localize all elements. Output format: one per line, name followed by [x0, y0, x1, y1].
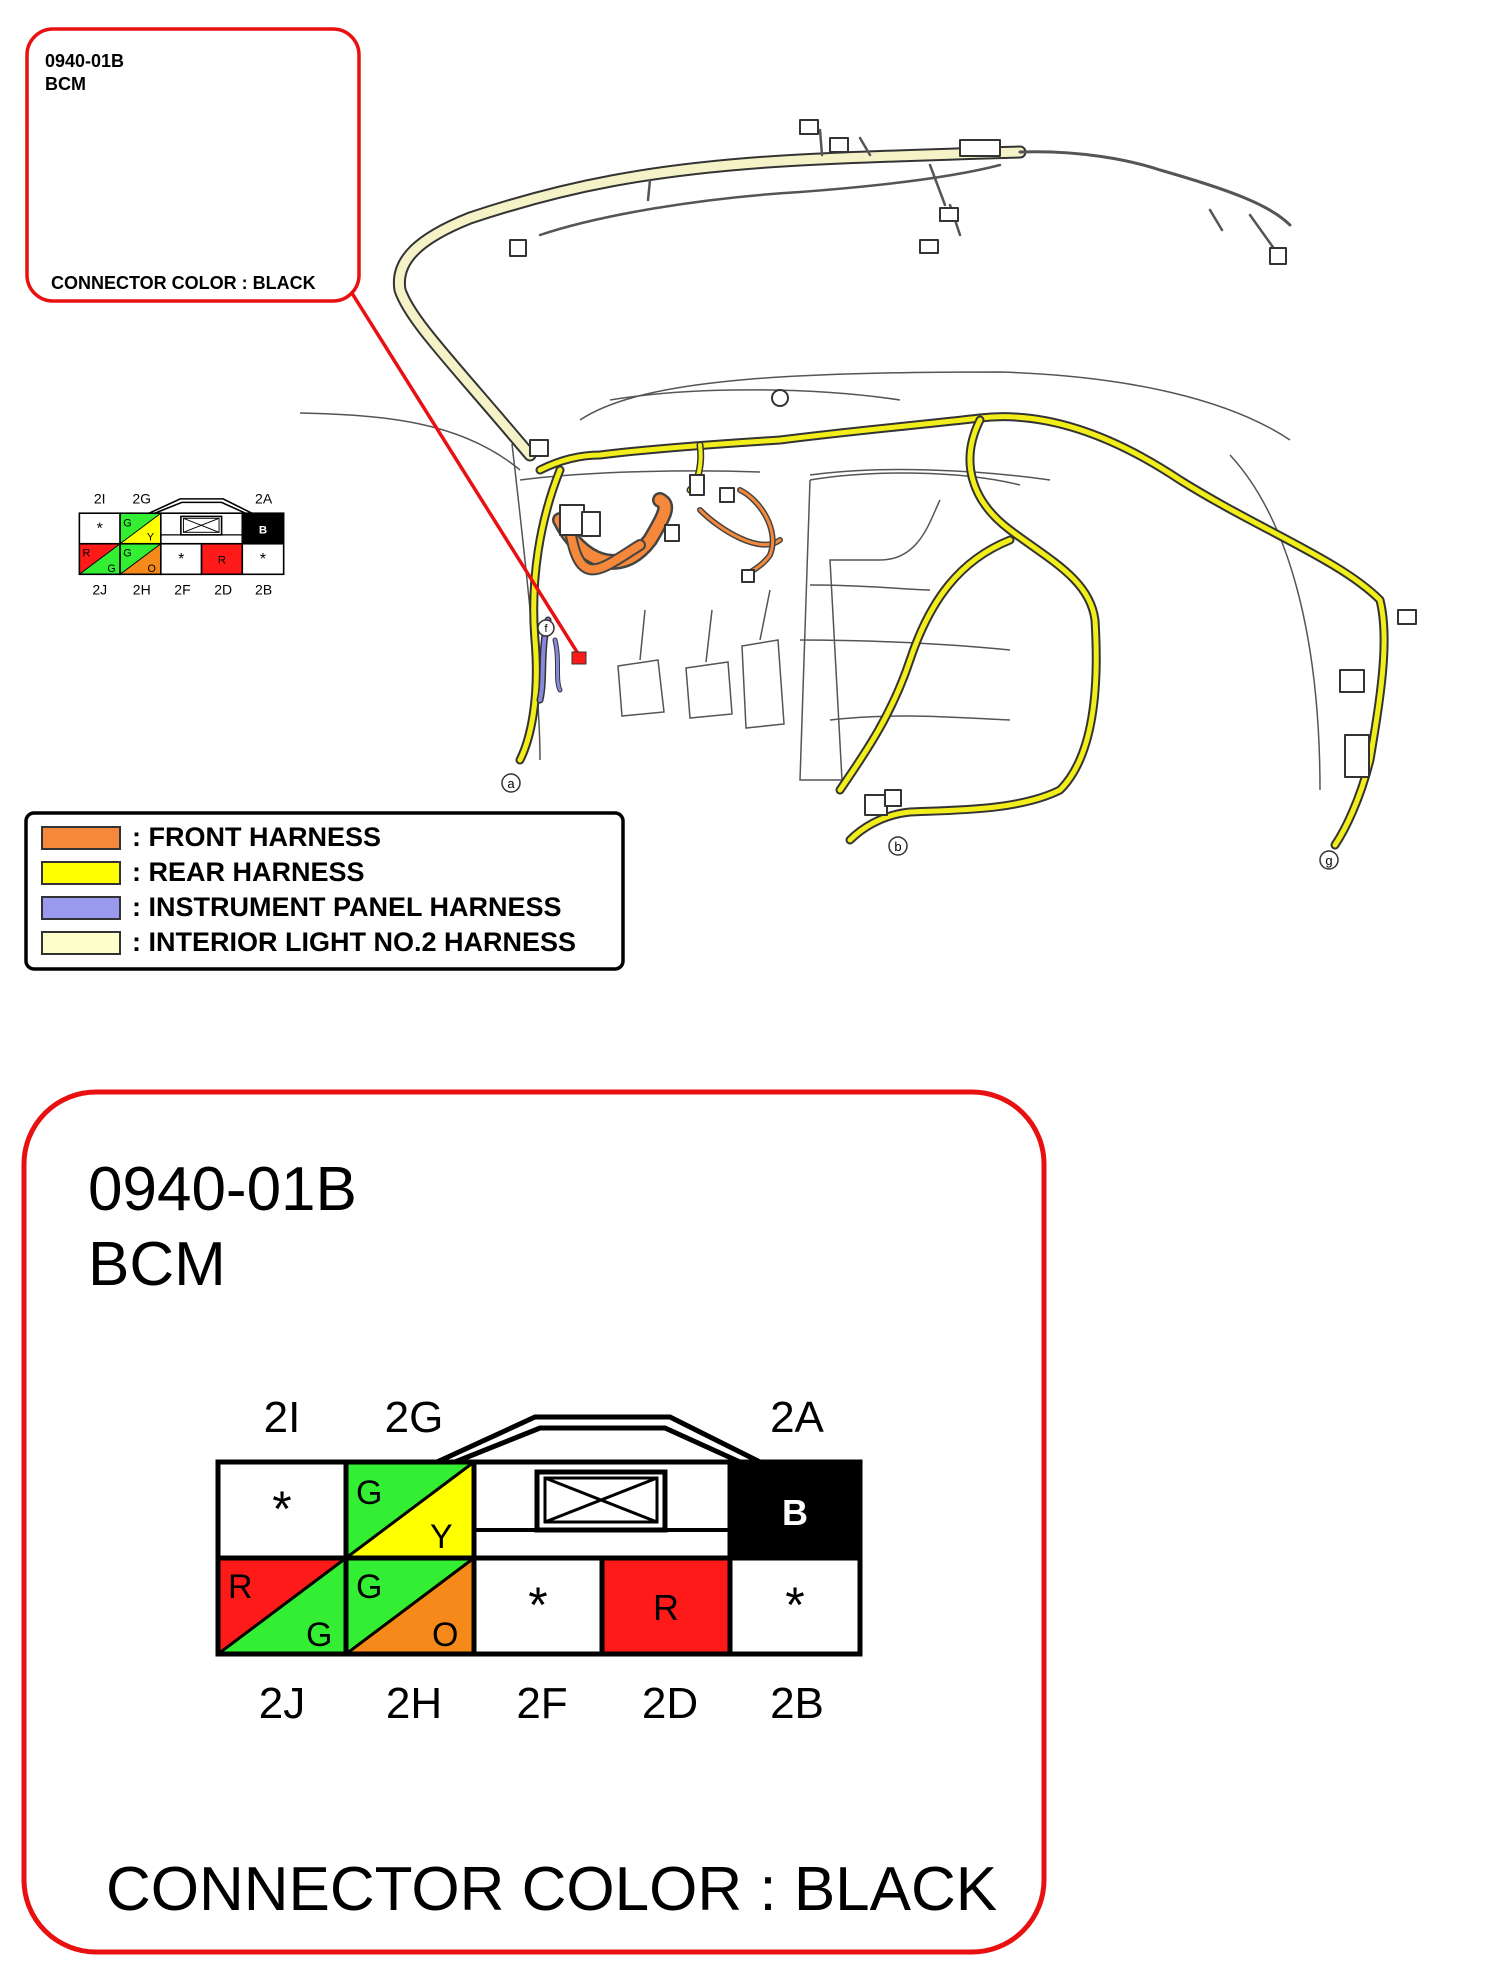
vehicle-harness-drawing: [300, 120, 1416, 869]
interior-light-harness: [399, 120, 1290, 456]
pin-label-2F: 2F: [516, 1679, 568, 1728]
pin-label-2B: 2B: [770, 1679, 824, 1728]
marker-b: [889, 837, 907, 855]
svg-text:f: f: [544, 623, 548, 635]
small-connector-name: BCM: [45, 74, 86, 94]
small-connector-callout: [27, 29, 359, 598]
svg-text:*: *: [785, 1577, 805, 1633]
svg-text:g: g: [1325, 853, 1333, 868]
pin-2G: [346, 1462, 474, 1558]
connector-color-label: CONNECTOR COLOR : BLACK: [106, 1855, 998, 1924]
pin-label-2D: 2D: [641, 1679, 699, 1728]
legend-item-front-harness: [42, 822, 381, 852]
svg-text:: FRONT HARNESS: : FRONT HARNESS: [132, 822, 381, 852]
svg-text:O: O: [432, 1616, 459, 1654]
svg-text:Y: Y: [430, 1518, 453, 1556]
connector-name: BCM: [88, 1230, 226, 1299]
pin-2J: [218, 1558, 346, 1654]
svg-text:R: R: [228, 1568, 253, 1606]
pin-2B: [730, 1558, 860, 1654]
pin-label-2A: 2A: [770, 1393, 824, 1442]
part-number: 0940-01B: [88, 1155, 357, 1224]
svg-text:G: G: [356, 1568, 383, 1606]
pin-2H: [346, 1558, 474, 1654]
connector-center-key: [474, 1462, 730, 1558]
svg-text:G: G: [306, 1616, 333, 1654]
svg-text:*: *: [272, 1481, 292, 1537]
pin-label-2I: 2I: [263, 1393, 301, 1442]
pin-2A: [730, 1462, 860, 1558]
pin-2F: [474, 1558, 602, 1654]
legend-item-rear-harness: [42, 857, 365, 887]
pin-label-2G: 2G: [384, 1393, 444, 1442]
pin-label-2J: 2J: [258, 1679, 306, 1728]
legend-item-instrument-panel-harness: [42, 892, 562, 922]
marker-g: [1320, 851, 1338, 869]
marker-f: [538, 620, 554, 636]
harness-legend: [26, 813, 623, 969]
large-connector-callout: [24, 1092, 1044, 1952]
rear-harness: [520, 390, 1416, 845]
pin-2D: [602, 1558, 730, 1654]
svg-text:: REAR HARNESS: : REAR HARNESS: [132, 857, 365, 887]
svg-text:b: b: [894, 839, 902, 854]
svg-text:: INTERIOR LIGHT NO.2 HARNESS: : INTERIOR LIGHT NO.2 HARNESS: [132, 927, 577, 957]
svg-text:B: B: [782, 1492, 808, 1533]
svg-text:R: R: [653, 1587, 679, 1628]
svg-text:*: *: [528, 1577, 548, 1633]
pin-2I: [218, 1462, 346, 1558]
bcm-location-marker: [572, 652, 586, 664]
small-part-number: 0940-01B: [45, 51, 125, 71]
svg-text:: INSTRUMENT PANEL HARNESS: : INSTRUMENT PANEL HARNESS: [132, 892, 562, 922]
svg-text:G: G: [356, 1474, 383, 1512]
callout-leader-line: [350, 290, 582, 660]
marker-a: [502, 774, 520, 792]
front-harness: [560, 490, 780, 582]
pin-label-2H: 2H: [385, 1679, 443, 1728]
small-connector-color-label: CONNECTOR COLOR : BLACK: [51, 273, 316, 293]
svg-text:a: a: [507, 776, 515, 791]
